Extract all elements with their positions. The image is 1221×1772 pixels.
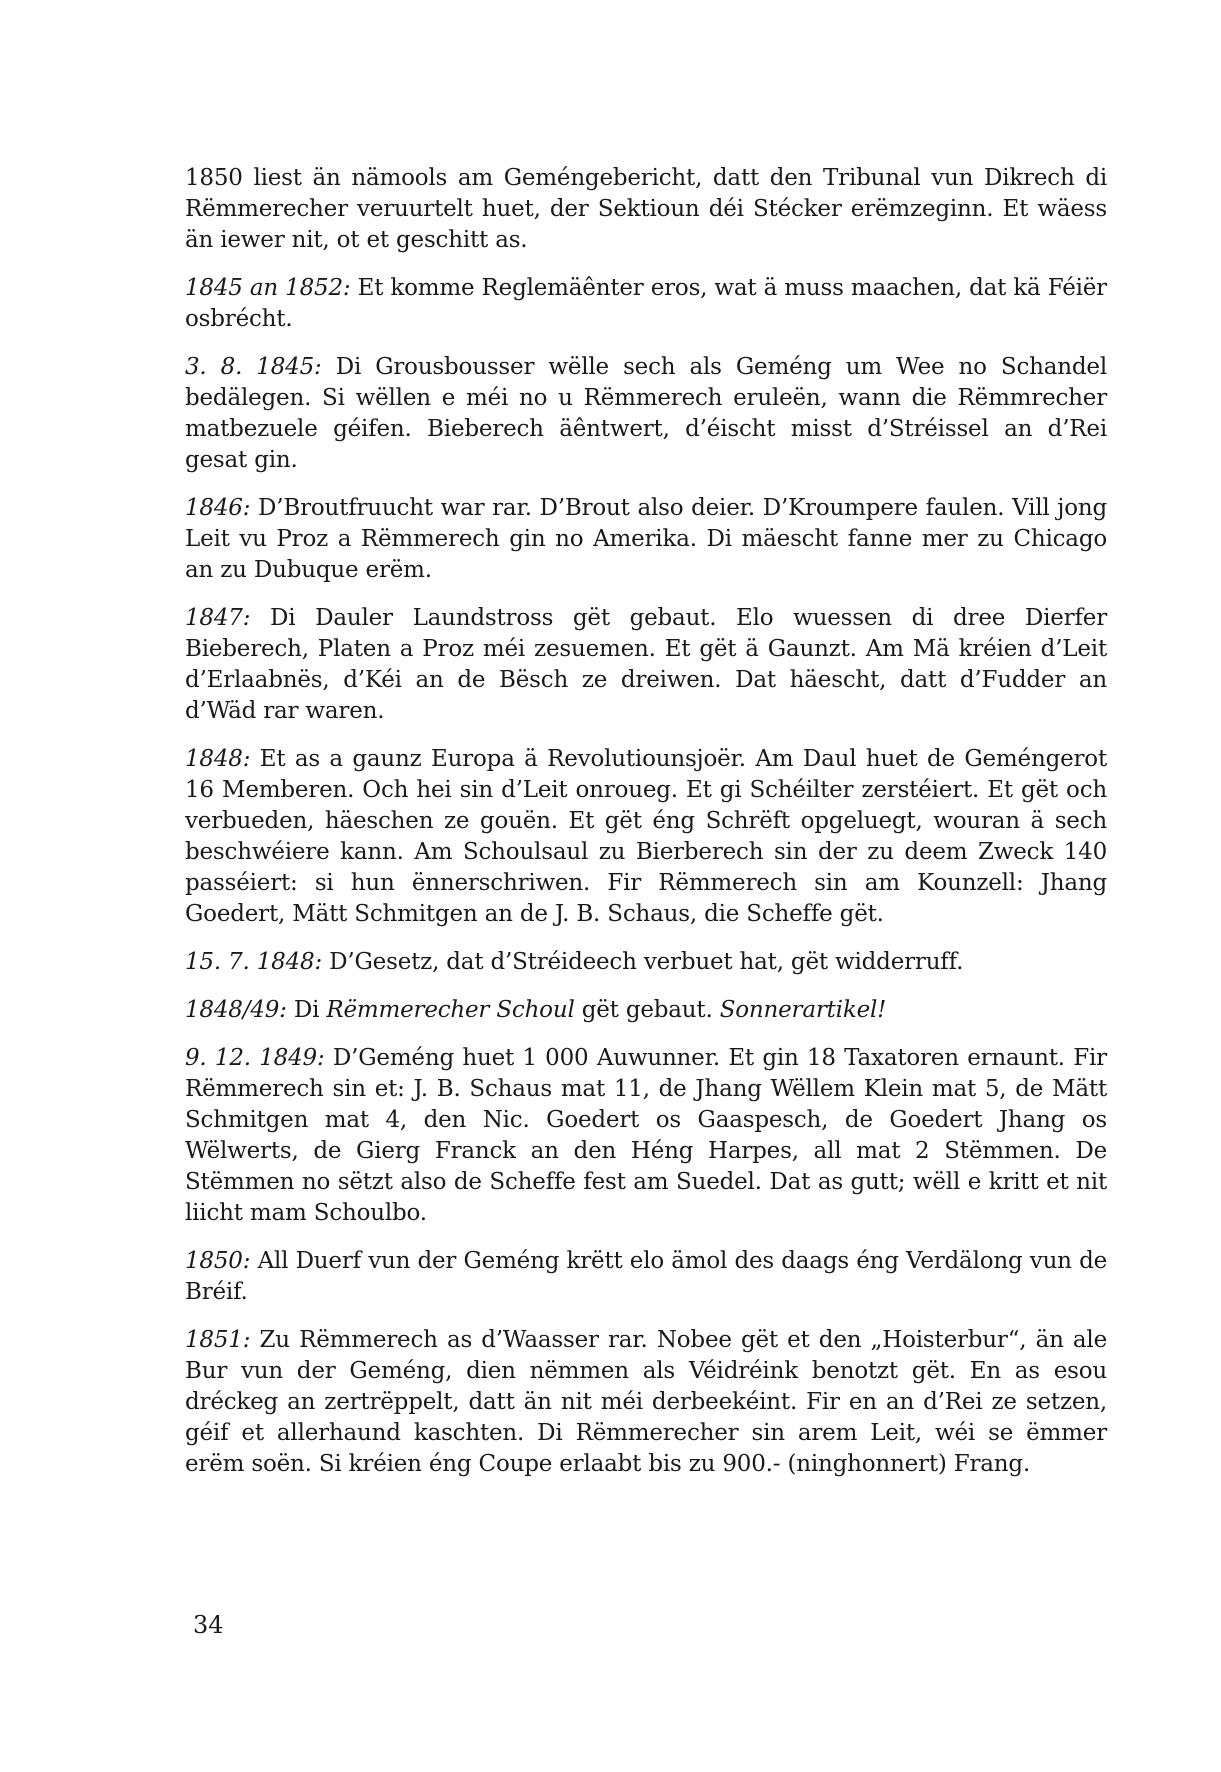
paragraph-text: Et komme Reglemäênter eros, wat ä muss maachen, dat kä Féiër osbrécht. [185,275,1107,332]
entry-date: 9. 12. 1849: [185,1045,325,1071]
paragraph-1848-49 [185,995,1107,1026]
entry-date: 1848/49: [185,997,287,1023]
paragraph-1850 [185,1246,1107,1308]
paragraph-1850-intro [185,163,1107,256]
paragraph-text: All Duerf vun der Geméng krëtt elo ämol des daags éng Verdälong vun de Bréif. [185,1248,1107,1305]
page-number: 34 [193,1611,224,1639]
paragraph-text: gët gebaut. [581,997,713,1023]
entry-date: 15. 7. 1848: [185,949,323,975]
paragraph-3-8-1845 [185,352,1107,476]
paragraph-text: 1850 liest än nämools am Geméngebericht, datt den Tribunal vun Dikrech di Rëmmerecher veruurtelt huet, der Sektioun déi Stécker erëmzeginn. Et wäess än iewer nit, ot et geschitt as. [185,165,1107,253]
paragraph-15-7-1848 [185,947,1107,978]
paragraph-1847 [185,603,1107,727]
entry-date: 1850: [185,1248,251,1274]
entry-date: 1848: [185,746,251,772]
school-reference: Rëmmerecher Schoul [326,997,575,1023]
entry-date: 3. 8. 1845: [185,354,322,380]
paragraph-text: Di Grousbousser wëlle sech als Geméng um Wee no Schandel bedälegen. Si wëllen e méi no u Rëmmerech eruleën, wann die Rëmmrecher matbezuele géifen. Bieberech äêntwert, d’éischt misst d’Stréissel an d’Rei gesat gin. [185,354,1107,473]
document-page [185,163,1107,1497]
entry-date: 1847: [185,605,251,631]
entry-date: 1845 an 1852: [185,275,351,301]
paragraph-text: Et as a gaunz Europa ä Revolutiounsjoër. Am Daul huet de Geméngerot 16 Memberen. Och hei sin d’Leit onroueg. Et gi Schéilter zerstéiert. Et gët och verbueden, häeschen ze gouën. Et gët éng Schrëft opgeluegt, wouran ä sech beschwéiere kann. Am Schoulsaul zu Bierberech sin der zu deem Zweck 140 passéiert: si hun ënnerschriwen. Fir Rëmmerech sin am Kounzell: Jhang Goedert, Mätt Schmitgen an de J. B. Schaus, die Scheffe gët. [185,746,1107,927]
paragraph-text: Di [293,997,320,1023]
entry-date: 1851: [185,1327,251,1353]
paragraph-9-12-1849 [185,1043,1107,1229]
paragraph-text: D’Broutfruucht war rar. D’Brout also deier. D’Kroumpere faulen. Vill jong Leit vu Proz a Rëmmerech gin no Amerika. Di mäescht fanne mer zu Chicago an zu Dubuque erëm. [185,495,1107,583]
paragraph-1848 [185,744,1107,930]
paragraph-text: Di Dauler Laundstross gët gebaut. Elo wuessen di dree Dierfer Bieberech, Platen a Proz méi zesuemen. Et gët ä Gaunzt. Am Mä kréien d’Leit d’Erlaabnës, d’Kéi an de Bësch ze dreiwen. Dat häescht, datt d’Fudder an d’Wäd rar waren. [185,605,1107,724]
paragraph-text: Zu Rëmmerech as d’Waasser rar. Nobee gët et den „Hoisterbur“, än ale Bur vun der Geméng, dien nëmmen als Véidréink benotzt gët. En as esou dréckeg an zertrëppelt, datt än nit méi derbeekéint. Fir en an d’Rei ze setzen, géif et allerhaund kaschten. Di Rëmmerecher sin arem Leit, wéi se ëmmer erëm soën. Si kréien éng Coupe erlaabt bis zu 900.- (ninghonnert) Frang. [185,1327,1107,1477]
paragraph-1851 [185,1325,1107,1480]
special-article-reference: Sonnerartikel! [719,997,887,1023]
paragraph-1845-1852 [185,273,1107,335]
paragraph-text: D’Gesetz, dat d’Stréideech verbuet hat, gët widderruff. [329,949,964,975]
paragraph-1846 [185,493,1107,586]
entry-date: 1846: [185,495,251,521]
paragraph-text: D’Geméng huet 1 000 Auwunner. Et gin 18 Taxatoren ernaunt. Fir Rëmmerech sin et: J. B. Schaus mat 11, de Jhang Wëllem Klein mat 5, de Mätt Schmitgen mat 4, den Nic. Goedert os Gaaspesch, de Goedert Jhang os Wëlwerts, de Gierg Franck an den Héng Harpes, all mat 2 Stëmmen. De Stëmmen no sëtzt also de Scheffe fest am Suedel. Dat as gutt; wëll e kritt et nit liicht mam Schoulbo. [185,1045,1107,1226]
